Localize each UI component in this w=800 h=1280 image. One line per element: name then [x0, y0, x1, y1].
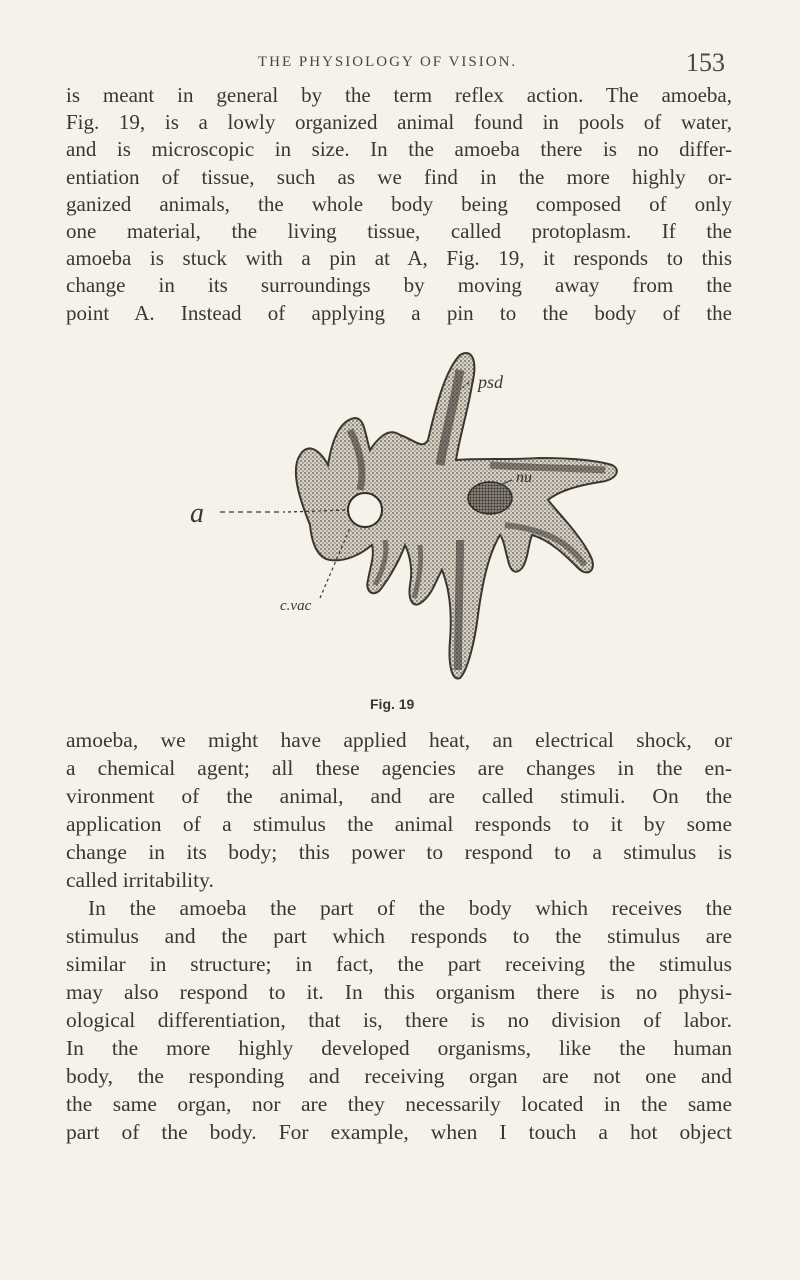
text-line: entiation of tissue, such as we find in the more highly or-: [66, 164, 732, 189]
text-line: application of a stimulus the animal responds to it by some: [66, 812, 732, 836]
contractile-vacuole: [348, 493, 382, 527]
label-nu: nu: [516, 469, 532, 486]
text-line: amoeba, we might have applied heat, an electrical shock, or: [66, 728, 732, 752]
label-psd: psd: [478, 372, 504, 392]
text-line: a chemical agent; all these agencies are changes in the en-: [66, 756, 732, 780]
text-line: similar in structure; in fact, the part receiving the stimulus: [66, 952, 732, 976]
text-line: vironment of the animal, and are called stimuli. On the: [66, 784, 732, 808]
paragraph-2: [66, 726, 732, 1146]
text-line: Fig. 19, is a lowly organized animal found in pools of water,: [66, 110, 732, 135]
text-line: one material, the living tissue, called protoplasm. If the: [66, 219, 732, 244]
text-line: body, the responding and receiving organ are not one and: [66, 1064, 732, 1088]
text-line: and is microscopic in size. In the amoeba there is no differ-: [66, 137, 732, 162]
text-line: may also respond to it. In this organism there is no physi-: [66, 980, 732, 1004]
text-line: part of the body. For example, when I touch a hot object: [66, 1120, 732, 1144]
page-number: 153: [686, 48, 725, 77]
text-line: amoeba is stuck with a pin at A, Fig. 19, it responds to this: [66, 246, 732, 271]
text-line: change in its body; this power to respond to a stimulus is: [66, 840, 732, 864]
amoeba-illustration: [160, 340, 660, 680]
text-line: called irritability.: [66, 868, 214, 892]
text-line: the same organ, nor are they necessarily located in the same: [66, 1092, 732, 1116]
nucleus: [468, 482, 512, 514]
running-head: THE PHYSIOLOGY OF VISION.: [258, 54, 518, 70]
figure-caption: Fig. 19: [370, 696, 415, 712]
text-line: ganized animals, the whole body being composed of only: [66, 191, 732, 216]
text-line: is meant in general by the term reflex action. The amoeba,: [66, 83, 732, 107]
label-a: a: [190, 498, 204, 529]
text-line: In the amoeba the part of the body which receives the: [88, 896, 732, 920]
text-line: ological differentiation, that is, there is no division of labor.: [66, 1008, 732, 1032]
text-line: In the more highly developed organisms, like the human: [66, 1036, 732, 1060]
text-line: change in its surroundings by moving away from the: [66, 273, 732, 298]
text-line: stimulus and the part which responds to the stimulus are: [66, 924, 732, 948]
text-line: point A. Instead of applying a pin to the body of the: [66, 300, 732, 325]
paragraph-1: [66, 82, 732, 327]
label-cvac: c.vac: [280, 598, 312, 614]
